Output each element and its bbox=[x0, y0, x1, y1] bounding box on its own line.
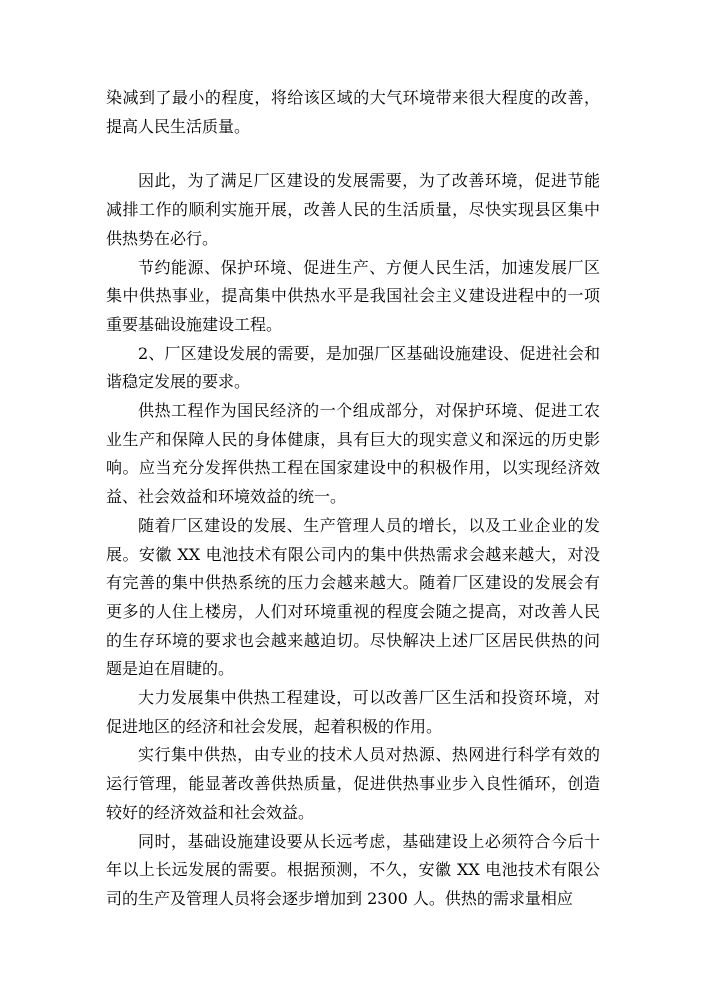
paragraph: 因此，为了满足厂区建设的发展需要，为了改善环境，促进节能减排工作的顺利实施开展，改善人民的生活质量，尽快实现县区集中供热势在必行。 bbox=[106, 171, 600, 248]
paragraph: 节约能源、保护环境、促进生产、方便人民生活，加速发展厂区集中供热事业，提高集中供热水平是我国社会主义建设进程中的一项重要基础设施建设工程。 bbox=[106, 257, 600, 334]
numbered-paragraph: 2、厂区建设发展的需要，是加强厂区基础设施建设、促进社会和谐稳定发展的要求。 bbox=[106, 343, 600, 392]
paragraph: 供热工程作为国民经济的一个组成部分，对保护环境、促进工农业生产和保障人民的身体健康，具有巨大的现实意义和深远的历史影响。应当充分发挥供热工程在国家建设中的积极作用，以实现经济效益、社会效益和环境效益的统一。 bbox=[106, 401, 600, 507]
paragraph: 实行集中供热，由专业的技术人员对热源、热网进行科学有效的运行管理，能显著改善供热质量，促进供热事业步入良性循环，创造较好的经济效益和社会效益。 bbox=[106, 745, 600, 822]
paragraph-continuation: 染减到了最小的程度，将给该区域的大气环境带来很大程度的改善，提高人民生活质量。 bbox=[106, 88, 600, 136]
paragraph: 同时，基础设施建设要从长远考虑，基础建设上必须符合今后十年以上长远发展的需要。根据预测，不久，安徽 XX 电池技术有限公司的生产及管理人员将会逐步增加到 2300 人。供热的需求量相应 bbox=[106, 831, 600, 908]
paragraph: 随着厂区建设的发展、生产管理人员的增长，以及工业企业的发展。安徽 XX 电池技术有限公司内的集中供热需求会越来越大，对没有完善的集中供热系统的压力会越来越大。随着厂区建设的发展会有更多的人住上楼房，人们对环境重视的程度会随之提高，对改善人民的生存环境的要求也会越来越迫切。尽快解决上述厂区居民供热的问题是迫在眉睫的。 bbox=[106, 515, 600, 679]
body-text bbox=[106, 84, 600, 914]
paragraph: 大力发展集中供热工程建设，可以改善厂区生活和投资环境，对促进地区的经济和社会发展，起着积极的作用。 bbox=[106, 688, 600, 736]
